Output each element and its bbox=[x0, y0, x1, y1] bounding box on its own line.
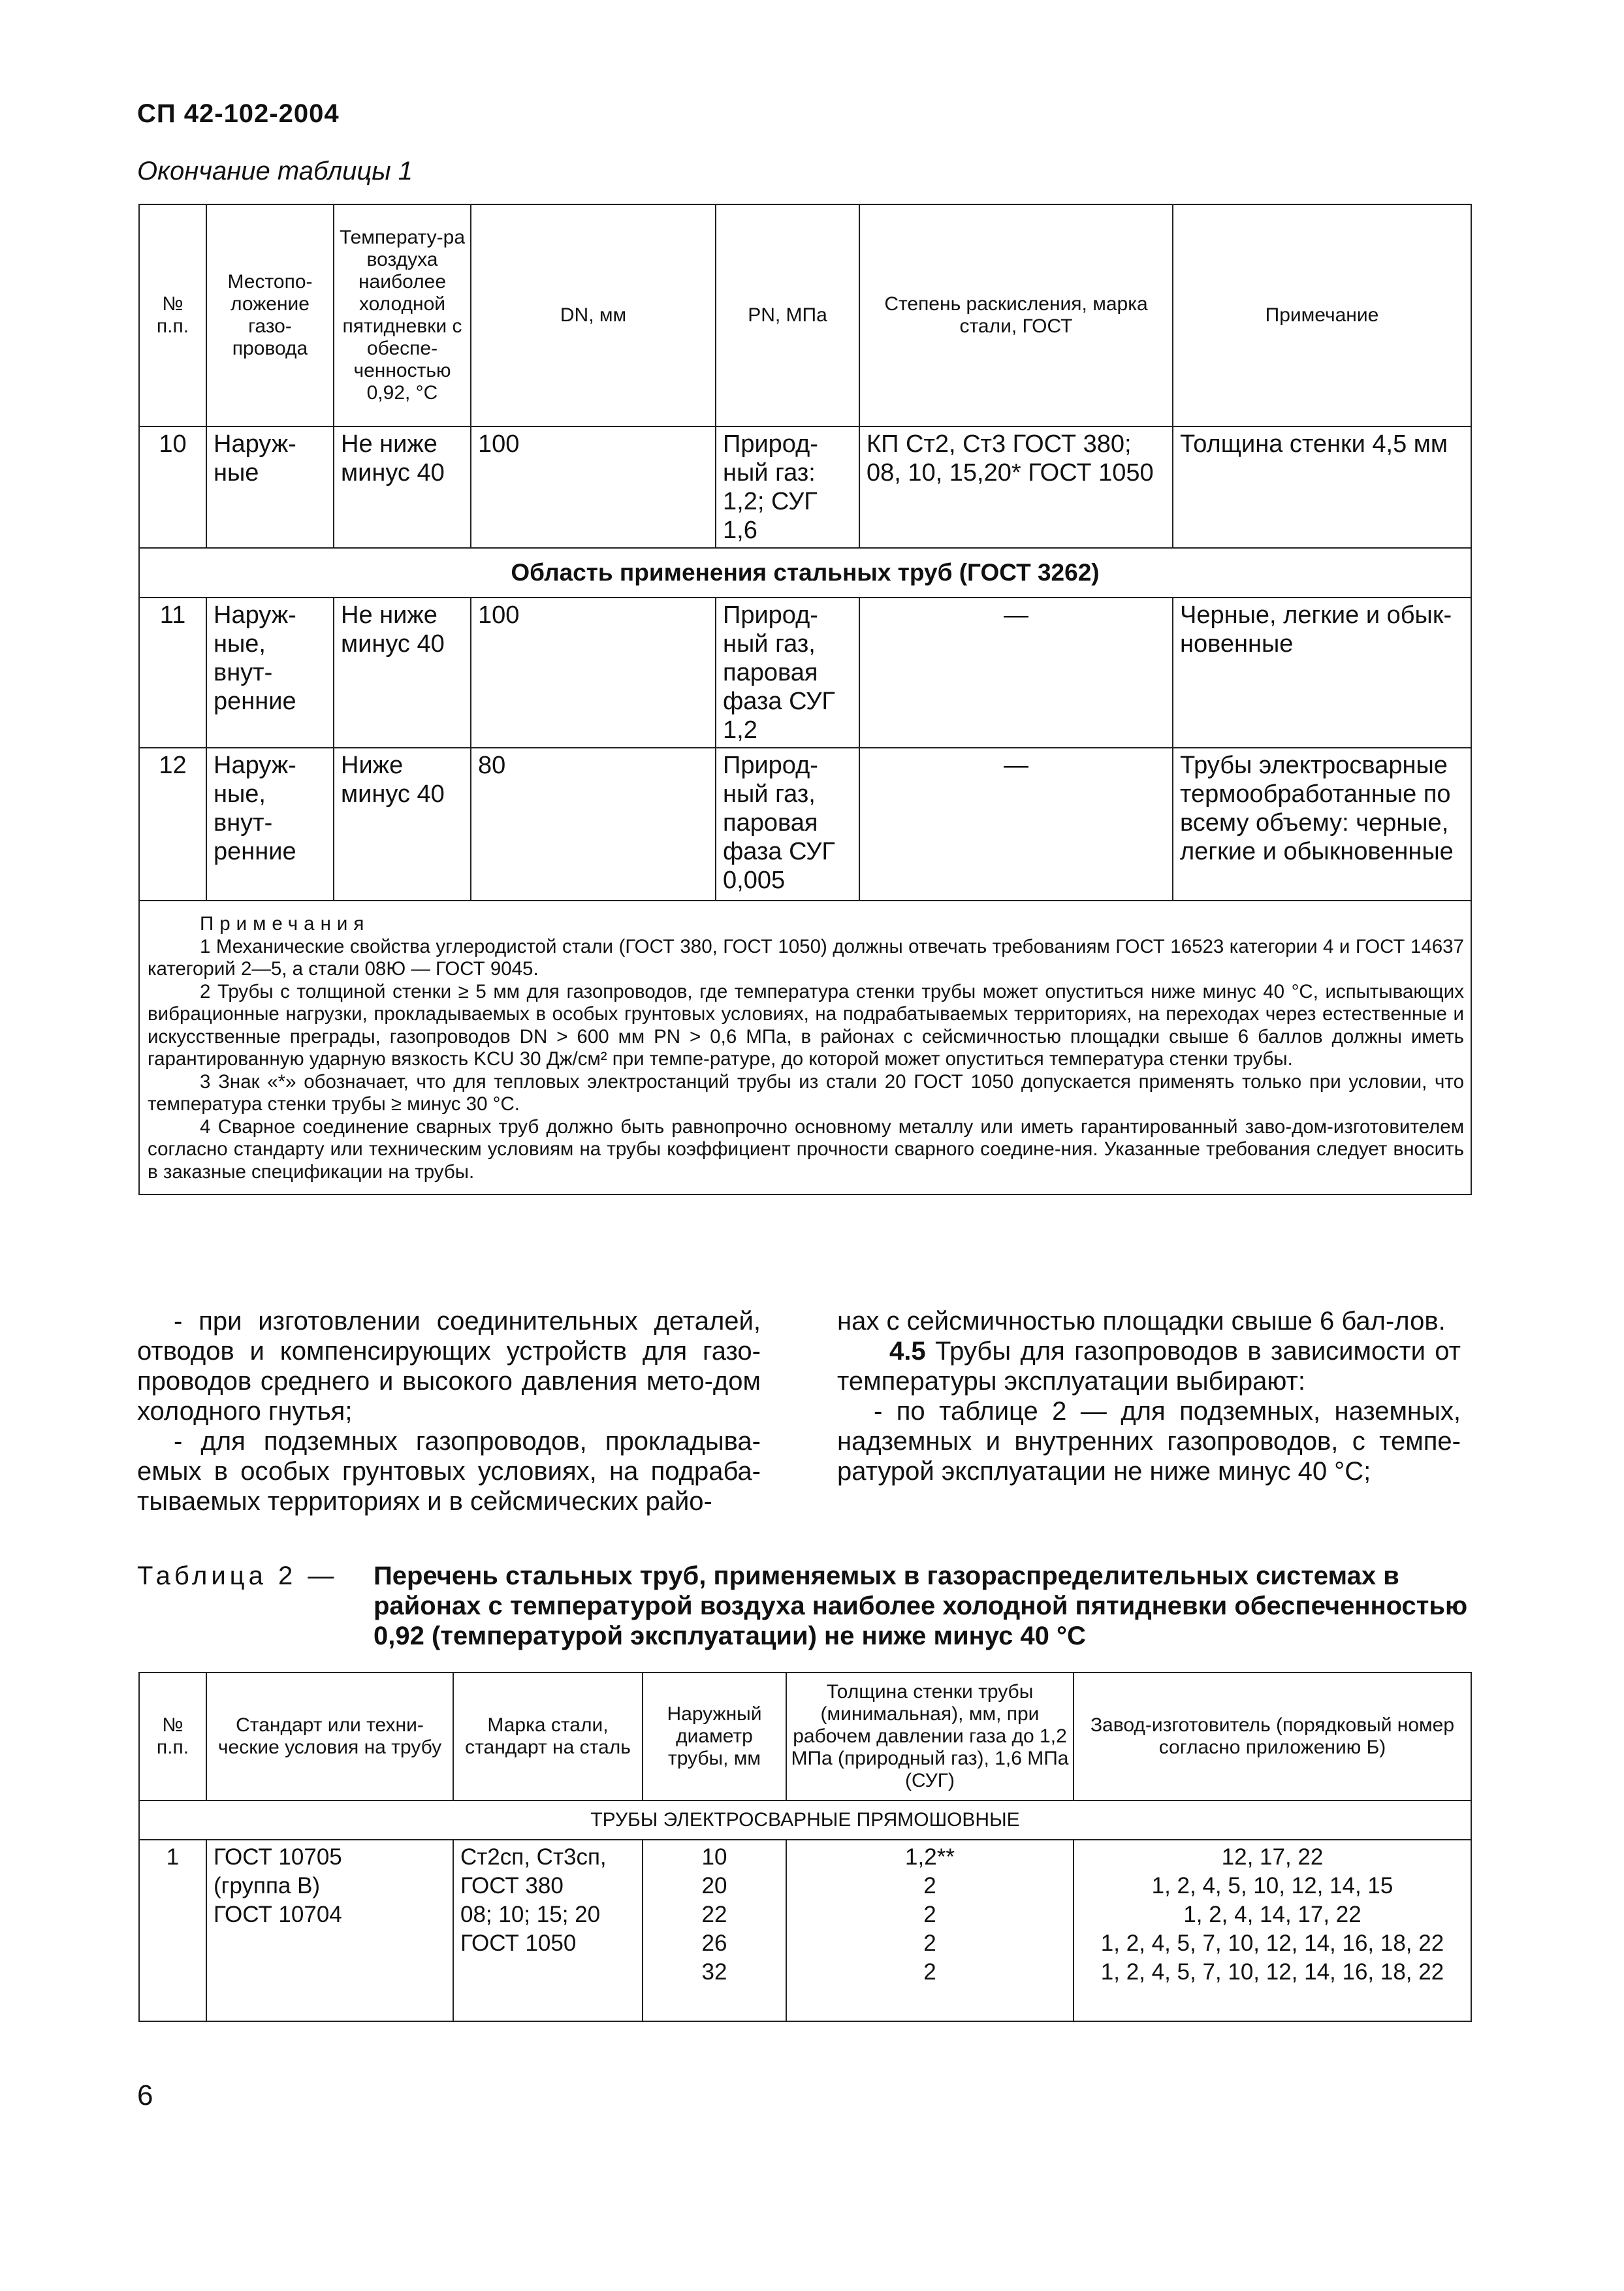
paragraph: - при изготовлении соединительных деталей, отводов и компенсирующих устройств для газо-проводов среднего и высокого давления мето-дом холодного гнутья; bbox=[137, 1307, 761, 1426]
notes-title: Примечания bbox=[200, 913, 370, 935]
table-cell bbox=[643, 1840, 786, 2021]
table-cell bbox=[1074, 1840, 1471, 2021]
cell-line: 1, 2, 4, 5, 7, 10, 12, 14, 16, 18, 22 bbox=[1100, 1931, 1444, 1956]
table-row bbox=[139, 1840, 1471, 2021]
table-cell: Трубы электросварные термообработанные по всему объему: черные, легкие и обыкновенные bbox=[1173, 748, 1471, 901]
table-row bbox=[139, 426, 1471, 548]
table2-header-standard: Стандарт или техни-ческие условия на трубу bbox=[206, 1673, 453, 1801]
table1-header-note: Примечание bbox=[1173, 204, 1471, 426]
table2-header-num: № п.п. bbox=[139, 1673, 206, 1801]
cell-line: 08; 10; 15; 20 bbox=[460, 1902, 601, 1927]
cell-line: ГОСТ 380 bbox=[460, 1873, 564, 1898]
table-cell: Наруж-ные, внут-ренние bbox=[206, 748, 334, 901]
paragraph: - по таблице 2 — для подземных, наземных, надземных и внутренних газопроводов, с темпе-ратурой эксплуатации не ниже минус 40 °С; bbox=[837, 1397, 1461, 1486]
table-cell: Не ниже минус 40 bbox=[334, 598, 471, 748]
table2-header-row bbox=[139, 1673, 1471, 1801]
note-2: 2 Трубы с толщиной стенки ≥ 5 мм для газопроводов, где температура стенки трубы может опуститься ниже минус 40 °С, испытывающих вибрационные нагрузки, прокладываемых в особых грунтовых условиях, на подрабатываемых территориях, на переходах через естественные и искусственные преграды, газопроводов DN > 600 мм PN > 0,6 МПа, в районах с сейсмичностью площадки свыше 6 баллов должны иметь гарантированную ударную вязкость KCU 30 Дж/см² при темпе-ратуре, до которой может опуститься температура стенки трубы. bbox=[148, 980, 1464, 1070]
table1-header-dn: DN, мм bbox=[471, 204, 716, 426]
cell-line: 2 bbox=[923, 1959, 936, 1985]
table-cell: Черные, легкие и обык-новенные bbox=[1173, 598, 1471, 748]
table-cell: Природ-ный газ, паровая фаза СУГ 1,2 bbox=[716, 598, 859, 748]
table-cell: Природ-ный газ: 1,2; СУГ 1,6 bbox=[716, 426, 859, 548]
cell-line: 2 bbox=[923, 1931, 936, 1956]
paragraph: - для подземных газопроводов, прокладыва-емых в особых грунтовых условиях, на подраба-тываемых территориях и в сейсмических райо- bbox=[137, 1427, 761, 1516]
page-number: 6 bbox=[137, 2079, 153, 2111]
cell-line: 10 bbox=[701, 1844, 727, 1870]
table-cell bbox=[786, 1840, 1074, 2021]
table2-section-title: ТРУБЫ ЭЛЕКТРОСВАРНЫЕ ПРЯМОШОВНЫЕ bbox=[139, 1801, 1471, 1840]
table-cell: Наруж-ные, внут-ренние bbox=[206, 598, 334, 748]
cell-line: 1, 2, 4, 14, 17, 22 bbox=[1183, 1902, 1361, 1927]
body-column-left bbox=[137, 1306, 761, 1516]
table2-header-steel: Марка стали, стандарт на сталь bbox=[453, 1673, 643, 1801]
table1 bbox=[138, 204, 1472, 1195]
table1-header-row bbox=[139, 204, 1471, 426]
table-cell bbox=[453, 1840, 643, 2021]
table-cell: — bbox=[859, 748, 1173, 901]
table-cell: 100 bbox=[471, 598, 716, 748]
table-row bbox=[139, 748, 1471, 901]
cell-line: (группа В) bbox=[214, 1873, 321, 1898]
table-cell: Не ниже минус 40 bbox=[334, 426, 471, 548]
table-cell: 12 bbox=[139, 748, 206, 901]
cell-line: 26 bbox=[701, 1931, 727, 1956]
cell-line: ГОСТ 10705 bbox=[214, 1844, 342, 1870]
cell-line: Ст2сп, Ст3сп, bbox=[460, 1844, 607, 1870]
table1-continuation-caption: Окончание таблицы 1 bbox=[137, 157, 413, 185]
table-cell: Толщина стенки 4,5 мм bbox=[1173, 426, 1471, 548]
table1-header-pn: PN, МПа bbox=[716, 204, 859, 426]
table-cell: 1 bbox=[139, 1840, 206, 2021]
table-cell: 10 bbox=[139, 426, 206, 548]
table-cell: Природ-ный газ, паровая фаза СУГ 0,005 bbox=[716, 748, 859, 901]
table-cell: 11 bbox=[139, 598, 206, 748]
table1-notes bbox=[139, 901, 1471, 1194]
table1-header-location: Местопо-ложение газо-провода bbox=[206, 204, 334, 426]
note-4: 4 Сварное соединение сварных труб должно быть равнопрочно основному металлу или иметь гарантированный заво-дом-изготовителем согласно стандарту или техническим условиям на трубы коэффициент прочности сварного соедине-ния. Указанные требования следует вносить в заказные спецификации на трубы. bbox=[148, 1115, 1464, 1183]
cell-line: 2 bbox=[923, 1873, 936, 1898]
table1-header-num: № п.п. bbox=[139, 204, 206, 426]
table2-header-factory: Завод-изготовитель (порядковый номер согласно приложению Б) bbox=[1074, 1673, 1471, 1801]
table2 bbox=[138, 1672, 1472, 2022]
table2-title: Перечень стальных труб, применяемых в газораспределительных системах в районах с температурой воздуха наиболее холодной пятидневки обеспеченностью 0,92 (температурой эксплуатации) не ниже минус 40 °С bbox=[374, 1562, 1468, 1650]
table2-section-row bbox=[139, 1801, 1471, 1840]
note-3: 3 Знак «*» обозначает, что для тепловых электростанций трубы из стали 20 ГОСТ 1050 допускается применять только при условии, что температура стенки трубы ≥ минус 30 °С. bbox=[148, 1070, 1464, 1115]
table-cell: 80 bbox=[471, 748, 716, 901]
table-cell bbox=[206, 1840, 453, 2021]
table-cell: Наруж-ные bbox=[206, 426, 334, 548]
table-cell: — bbox=[859, 598, 1173, 748]
note-1: 1 Механические свойства углеродистой стали (ГОСТ 380, ГОСТ 1050) должны отвечать требованиям ГОСТ 16523 категории 4 и ГОСТ 14637 категорий 2—5, а стали 08Ю — ГОСТ 9045. bbox=[148, 935, 1464, 980]
table2-label: Таблица 2 — bbox=[137, 1562, 338, 1590]
paragraph bbox=[837, 1336, 1461, 1396]
body-column-right bbox=[837, 1306, 1461, 1486]
table1-section-title: Область применения стальных труб (ГОСТ 3262) bbox=[139, 548, 1471, 598]
section-number: 4.5 bbox=[889, 1337, 926, 1366]
table-cell: КП Ст2, Ст3 ГОСТ 380; 08, 10, 15,20* ГОСТ 1050 bbox=[859, 426, 1173, 548]
table2-caption bbox=[137, 1561, 1468, 1650]
table-cell: 100 bbox=[471, 426, 716, 548]
table-cell: Ниже минус 40 bbox=[334, 748, 471, 901]
table1-notes-row bbox=[139, 901, 1471, 1194]
paragraph-text: Трубы для газопроводов в зависимости от температуры эксплуатации выбирают: bbox=[837, 1337, 1461, 1396]
table1-header-steel: Степень раскисления, марка стали, ГОСТ bbox=[859, 204, 1173, 426]
cell-line: 1, 2, 4, 5, 7, 10, 12, 14, 16, 18, 22 bbox=[1100, 1959, 1444, 1985]
cell-line: 2 bbox=[923, 1902, 936, 1927]
cell-line: 32 bbox=[701, 1959, 727, 1985]
cell-line: 1,2** bbox=[905, 1844, 955, 1870]
paragraph: нах с сейсмичностью площадки свыше 6 бал-лов. bbox=[837, 1307, 1446, 1336]
document-code: СП 42-102-2004 bbox=[137, 99, 340, 128]
cell-line: 20 bbox=[701, 1873, 727, 1898]
cell-line: ГОСТ 1050 bbox=[460, 1931, 577, 1956]
table-row bbox=[139, 598, 1471, 748]
cell-line: 1, 2, 4, 5, 10, 12, 14, 15 bbox=[1151, 1873, 1393, 1898]
table1-header-temperature: Температу-ра воздуха наиболее холодной пятидневки с обеспе-ченностью 0,92, °С bbox=[334, 204, 471, 426]
table2-header-diameter: Наружный диаметр трубы, мм bbox=[643, 1673, 786, 1801]
cell-line: ГОСТ 10704 bbox=[214, 1902, 342, 1927]
cell-line: 22 bbox=[701, 1902, 727, 1927]
table2-header-thickness: Толщина стенки трубы (минимальная), мм, при рабочем давлении газа до 1,2 МПа (природный газ), 1,6 МПа (СУГ) bbox=[786, 1673, 1074, 1801]
table1-section-row bbox=[139, 548, 1471, 598]
cell-line: 12, 17, 22 bbox=[1221, 1844, 1324, 1870]
